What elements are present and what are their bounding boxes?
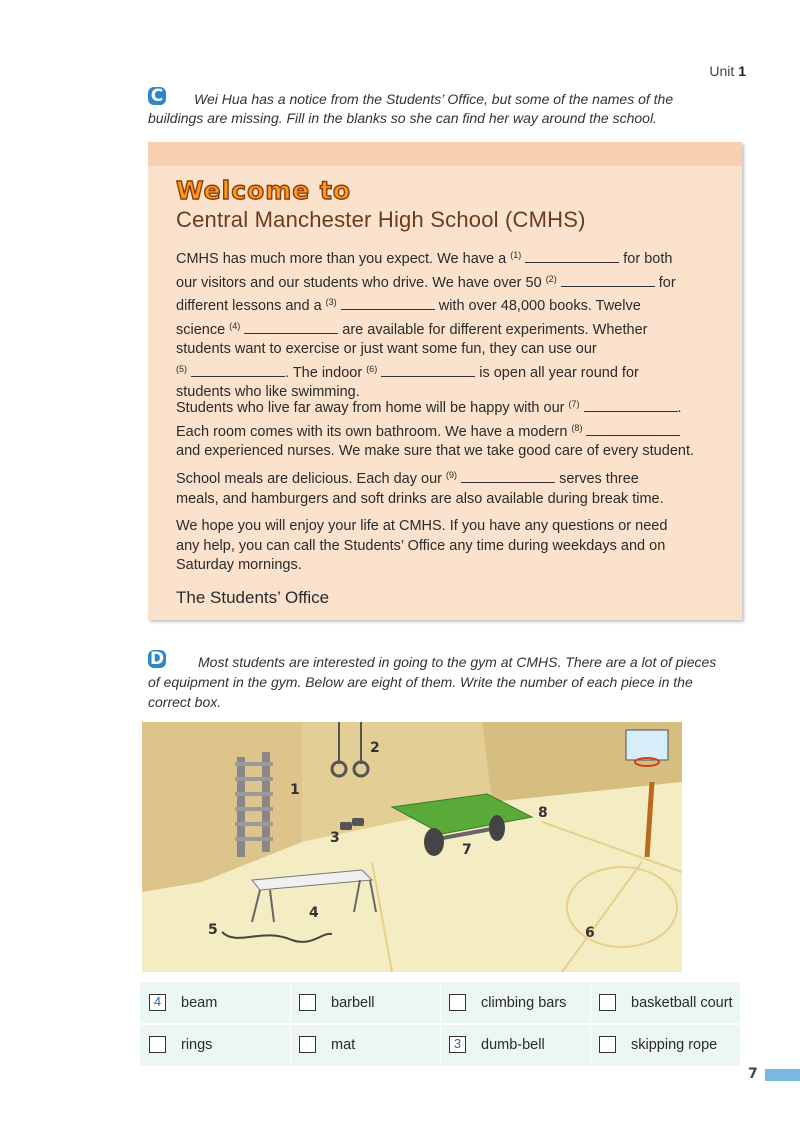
answer-box-barbell[interactable] <box>299 994 316 1011</box>
blank-1[interactable] <box>525 251 619 263</box>
blank-6[interactable] <box>381 365 475 377</box>
p2-line: and experienced nurses. We make sure that we take good care of every student. <box>176 443 694 459</box>
gym-label-7: 7 <box>462 842 472 858</box>
option-rings <box>140 1024 290 1066</box>
p3-line: meals, and hamburgers and soft drinks are also available during break time. <box>176 490 664 507</box>
gym-illustration <box>142 722 682 972</box>
option-skipping-rope <box>590 1024 740 1066</box>
section-c-instruction-2: buildings are missing. Fill in the blanks so she can find her way around the school. <box>148 110 657 126</box>
p1-line: our visitors and our students who drive. We have over 50 $^{(2)}$ for <box>176 273 676 291</box>
p1-line: science $^{(4)}$ are available for different experiments. Whether <box>176 320 648 338</box>
page-number-bar <box>765 1069 800 1081</box>
blank-4[interactable] <box>244 322 338 334</box>
gym-label-6: 6 <box>585 925 595 941</box>
option-mat <box>290 1024 440 1066</box>
section-d-instruction-3: correct box. <box>148 694 222 710</box>
p1-line: students who like swimming. <box>176 384 360 400</box>
answer-box-rings[interactable] <box>149 1036 166 1053</box>
option-label: mat <box>331 1037 356 1053</box>
option-barbell <box>290 982 440 1024</box>
notice-paragraph-1 <box>176 246 724 403</box>
option-label: skipping rope <box>631 1037 718 1053</box>
answer-box-skipping-rope[interactable] <box>599 1036 616 1053</box>
answer-box-mat[interactable] <box>299 1036 316 1053</box>
p1-line: CMHS has much more than you expect. We have a $^{(1)}$ for both <box>176 250 673 267</box>
notice-signature: The Students’ Office <box>176 588 330 607</box>
section-d-instruction-1: Most students are interested in going to the gym at CMHS. There are a lot of pieces <box>198 654 717 670</box>
p1-line: students want to exercise or just want some fun, they can use our <box>176 341 597 357</box>
option-basketball-court <box>590 982 740 1024</box>
option-label: dumb-bell <box>481 1037 545 1053</box>
option-beam <box>140 982 290 1024</box>
page-number: 7 <box>748 1066 758 1082</box>
gym-label-2: 2 <box>370 740 380 756</box>
section-d-instruction-2: of equipment in the gym. Below are eight of them. Write the number of each piece in the <box>148 674 693 690</box>
unit-word: Unit <box>709 63 735 79</box>
blank-3[interactable] <box>341 298 435 310</box>
notice-paragraph-3 <box>176 466 724 509</box>
answer-box-climbing-bars[interactable] <box>449 994 466 1011</box>
blank-2[interactable] <box>561 275 655 287</box>
gym-label-4: 4 <box>309 905 319 921</box>
welcome-heading: Welcome to <box>176 176 352 205</box>
gym-scene <box>142 722 682 972</box>
section-d-badge: D <box>149 649 165 669</box>
notice-paragraph-4 <box>176 517 724 576</box>
p1-line: different lessons and a $^{(3)}$ with over 48,000 books. Twelve <box>176 297 641 314</box>
gym-label-5: 5 <box>208 922 218 938</box>
option-label: basketball court <box>631 995 733 1011</box>
section-c-instruction-1: Wei Hua has a notice from the Students’ Office, but some of the names of the <box>194 91 674 107</box>
p4-line: Saturday mornings. <box>176 557 302 573</box>
school-name: Central Manchester High School (CMHS) <box>176 207 586 232</box>
grid-divider <box>140 1023 740 1025</box>
blank-7[interactable] <box>584 400 678 412</box>
gym-label-1: 1 <box>290 782 300 798</box>
notice-paragraph-2 <box>176 395 724 462</box>
option-label: beam <box>181 995 218 1011</box>
answer-box-dumb-bell[interactable]: 3 <box>449 1036 466 1053</box>
gym-label-8: 8 <box>538 805 548 821</box>
blank-8[interactable] <box>586 424 680 436</box>
blank-5[interactable] <box>191 365 285 377</box>
notice-band <box>148 142 742 166</box>
option-dumb-bell <box>440 1024 590 1066</box>
p1-line: $^{(5)}$ . The indoor $^{(6)}$ is open all year round for <box>176 363 639 381</box>
p2-line: Each room comes with its own bathroom. We have a modern $^{(8)}$ <box>176 419 724 443</box>
p2-line: Students who live far away from home will be happy with our $^{(7)}$ . <box>176 399 682 416</box>
unit-heading <box>709 63 746 79</box>
p4-line: any help, you can call the Students’ Office any time during weekdays and on <box>176 537 666 554</box>
option-climbing-bars <box>440 982 590 1024</box>
gym-label-3: 3 <box>330 830 340 846</box>
notice-card <box>148 142 742 620</box>
blank-9[interactable] <box>461 471 555 483</box>
answer-grid <box>140 982 740 1066</box>
option-label: rings <box>181 1037 213 1053</box>
answer-box-basketball-court[interactable] <box>599 994 616 1011</box>
section-c-badge: C <box>148 87 166 105</box>
p3-line: School meals are delicious. Each day our $^{(9)}$ serves three <box>176 470 639 487</box>
option-label: climbing bars <box>481 995 567 1011</box>
option-label: barbell <box>331 995 375 1011</box>
answer-box-beam[interactable]: 4 <box>149 994 166 1011</box>
unit-number: 1 <box>738 63 746 79</box>
p4-line: We hope you will enjoy your life at CMHS. If you have any questions or need <box>176 518 668 534</box>
